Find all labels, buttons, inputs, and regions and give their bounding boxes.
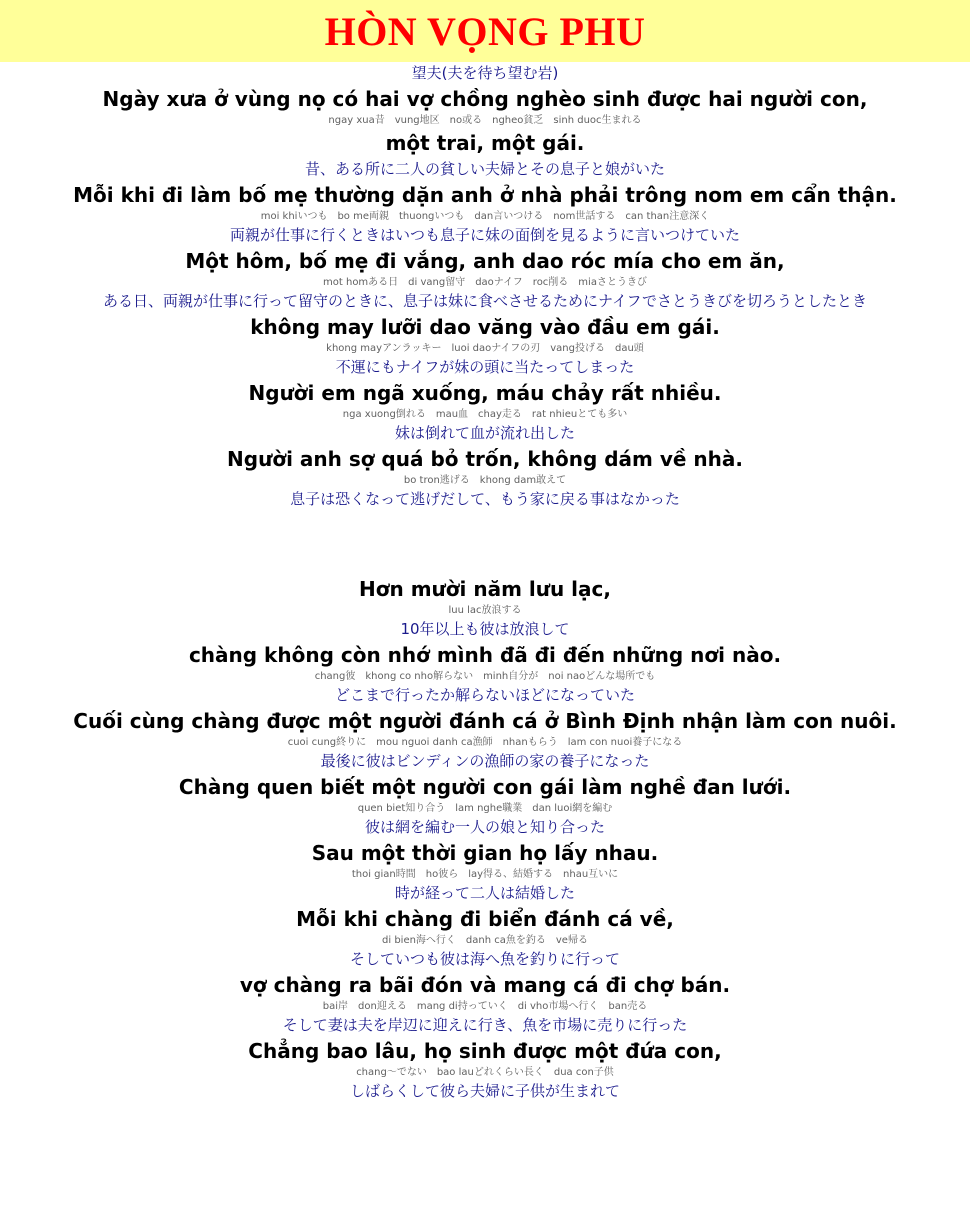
story-line [0, 1036, 970, 1102]
vocabulary-note: bo tron逃げる khong dam敢えて [403, 475, 567, 486]
japanese-translation: 妹は倒れて血が流れ出した [394, 424, 575, 442]
japanese-translation: 彼は網を編む一人の娘と知り合った [364, 818, 605, 836]
stanza [0, 84, 970, 510]
japanese-translation: 最後に彼はビンディンの漁師の家の養子になった [320, 752, 650, 770]
vocabulary-note: mot homある日 di vang留守 daoナイフ roc削る miaさとうきび [323, 277, 647, 288]
japanese-translation: 10年以上も彼は放浪して [400, 620, 570, 638]
japanese-translation: 息子は恐くなって逃げだして、もう家に戻る事はなかった [290, 490, 680, 508]
vocabulary-note: bai岸 don迎える mang di持っていく di vho市場へ行く ban売る [322, 1001, 648, 1012]
title-banner [0, 0, 970, 62]
story-line [0, 904, 970, 970]
story-line [0, 970, 970, 1036]
vietnamese-sentence: Hơn mười năm lưu lạc, [359, 577, 611, 601]
japanese-translation: どこまで行ったか解らないほどになっていた [334, 686, 635, 704]
stanza-container [0, 84, 970, 1102]
vietnamese-sentence: vợ chàng ra bãi đón và mang cá đi chợ bán. [239, 973, 731, 997]
vocabulary-note: thoi gian時間 ho彼ら lay得る、結婚する nhau互いに [351, 869, 619, 880]
vocabulary-note: chang彼 khong co nho解らない minh自分が noi naoどんな場所でも [314, 671, 656, 682]
story-line [0, 84, 970, 128]
story-line [0, 312, 970, 378]
vocabulary-note: nga xuong倒れる mau血 chay走る rat nhieuとても多い [342, 409, 628, 420]
vietnamese-sentence: chàng không còn nhớ mình đã đi đến những nơi nào. [188, 643, 782, 667]
page-title: HÒN VỌNG PHU [324, 9, 646, 54]
story-line [0, 128, 970, 180]
japanese-translation: 昔、ある所に二人の貧しい夫婦とその息子と娘がいた [304, 160, 665, 178]
vietnamese-sentence: Mỗi khi chàng đi biển đánh cá về, [296, 907, 674, 931]
vietnamese-sentence: Mỗi khi đi làm bố mẹ thường dặn anh ở nhà phải trông nom em cẩn thận. [73, 183, 897, 207]
japanese-translation: 不運にもナイフが妹の頭に当たってしまった [335, 358, 635, 376]
story-line [0, 246, 970, 312]
vietnamese-sentence: không may lưỡi dao văng vào đầu em gái. [250, 315, 720, 339]
story-line [0, 378, 970, 444]
vocabulary-note: quen biet知り合う lam nghe職業 dan luoi網を編む [357, 803, 613, 814]
vietnamese-sentence: Chẳng bao lâu, họ sinh được một đứa con, [248, 1039, 722, 1063]
story-line [0, 180, 970, 246]
vocabulary-note: ngay xua昔 vung地区 no或る ngheo貧乏 sinh duoc生まれる [328, 115, 642, 126]
vietnamese-sentence: Chàng quen biết một người con gái làm nghề đan lưới. [178, 775, 792, 799]
story-line [0, 706, 970, 772]
vocabulary-note: cuoi cung終りに mou nguoi danh ca漁師 nhanもらう lam con nuoi養子になる [287, 737, 683, 748]
vietnamese-sentence: Cuối cùng chàng được một người đánh cá ở Bình Định nhận làm con nuôi. [73, 709, 897, 733]
japanese-translation: そして妻は夫を岸辺に迎えに行き、魚を市場に売りに行った [282, 1016, 688, 1034]
story-line [0, 640, 970, 706]
vocabulary-note: khong mayアンラッキー luoi daoナイフの刃 vang投げる dau頭 [326, 343, 644, 354]
japanese-translation: ある日、両親が仕事に行って留守のときに、息子は妹に食べさせるためにナイフでさとうきびを切ろうとしたとき [103, 292, 867, 310]
vietnamese-sentence: Sau một thời gian họ lấy nhau. [311, 841, 659, 865]
title-translation: 望夫(夫を待ち望む岩) [411, 64, 559, 82]
stanza [0, 574, 970, 1102]
vietnamese-sentence: Một hôm, bố mẹ đi vắng, anh dao róc mía cho em ăn, [185, 249, 785, 273]
vietnamese-sentence: Người anh sợ quá bỏ trốn, không dám về nhà. [227, 447, 743, 471]
vocabulary-note: moi khiいつも bo me両親 thuongいつも dan言いつける nom世話する can than注意深く [260, 211, 710, 222]
vocabulary-note: luu lac放浪する [448, 605, 522, 616]
story-line [0, 772, 970, 838]
story-line [0, 444, 970, 510]
japanese-translation: しばらくして彼ら夫婦に子供が生まれて [349, 1082, 620, 1100]
story-line [0, 574, 970, 640]
story-content [0, 62, 970, 1102]
japanese-translation: そしていつも彼は海へ魚を釣りに行って [349, 950, 620, 968]
vietnamese-sentence: Ngày xưa ở vùng nọ có hai vợ chồng nghèo sinh được hai người con, [102, 87, 868, 111]
stanza-spacer [0, 510, 970, 574]
story-line [0, 838, 970, 904]
vietnamese-sentence: một trai, một gái. [385, 131, 585, 155]
japanese-translation: 時が経って二人は結婚した [394, 884, 575, 902]
vietnamese-sentence: Người em ngã xuống, máu chảy rất nhiều. [248, 381, 722, 405]
japanese-translation: 両親が仕事に行くときはいつも息子に妹の面倒を見るように言いつけていた [229, 226, 740, 244]
vocabulary-note: chang〜でない bao lauどれくらい長く dua con子供 [356, 1067, 614, 1078]
vocabulary-note: di bien海へ行く danh ca魚を釣る ve帰る [382, 935, 588, 946]
